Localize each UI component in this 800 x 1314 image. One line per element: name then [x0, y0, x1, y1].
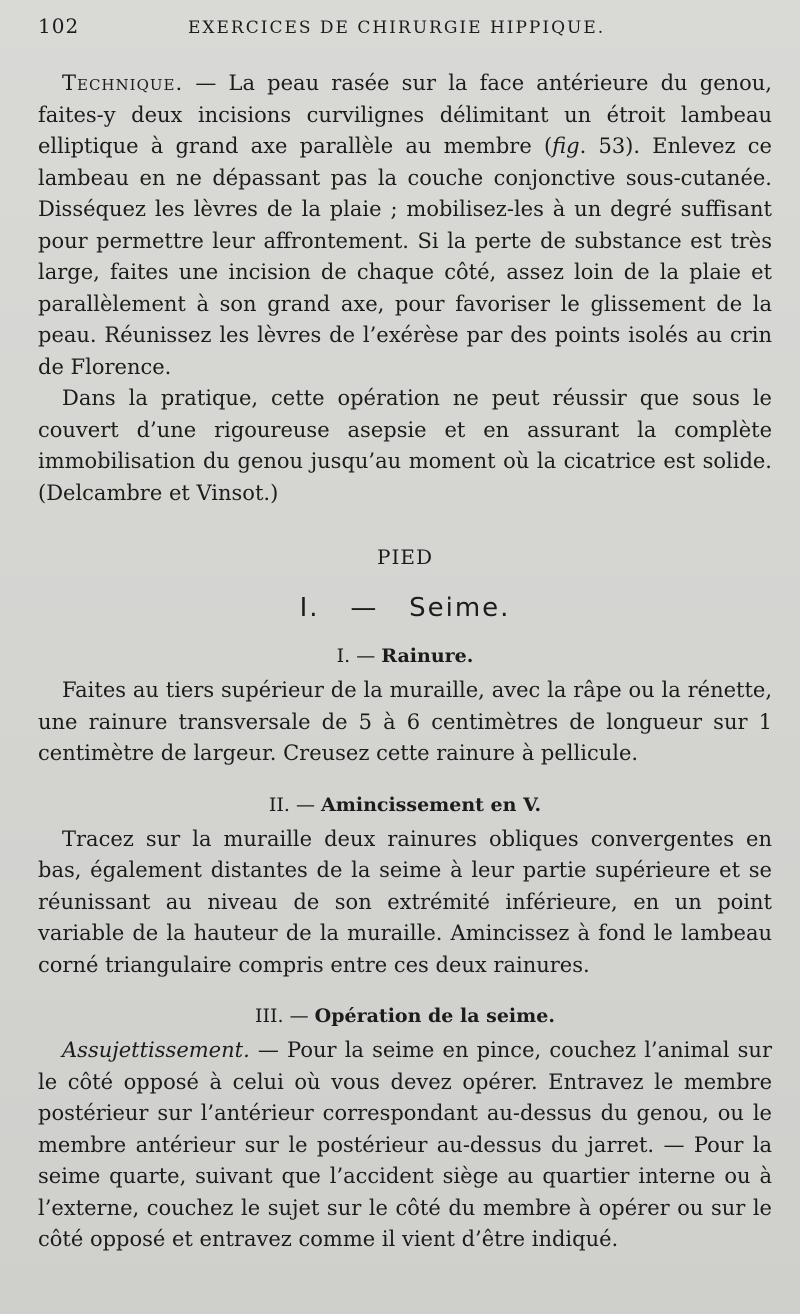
- section-title: PIED: [377, 545, 433, 569]
- subsection-title-1: [38, 645, 772, 675]
- subsection-title-3: [38, 1005, 772, 1035]
- subsection-name-3: Opération de la seime.: [314, 1005, 555, 1027]
- technique-text-2: . 53). Enlevez ce lambeau en ne dépassant pas la couche conjonctive sous-cutanée. Disséquez les lèvres de la plaie ; mobilisez-les à un degré suffisant pour permettre leur affrontement. Si la perte de substance est très large, faites une incision de chaque côté, assez loin de la plaie et parallèlement à son grand axe, pour favoriser le glissement de la peau. Réunissez les lèvres de l’exérèse par des points isolés au crin de Florence.: [38, 134, 772, 379]
- chapter-name: Seime.: [409, 593, 511, 623]
- practice-paragraph: Dans la pratique, cette opération ne peut réussir que sous le couvert d’une rigoureuse asepsie et en assurant la complète immobilisation du genou jusqu’au moment où la cicatrice est solide. (Delcambre et Vinsot.): [38, 386, 772, 505]
- rainure-paragraph: Faites au tiers supérieur de la muraille, avec la râpe ou la rénette, une rainure transversale de 5 à 6 centimètres de longueur sur 1 centimètre de largeur. Creusez cette rainure à pellicule.: [38, 678, 772, 765]
- technique-paragraph: [38, 68, 772, 383]
- subsection-number-2: II. —: [268, 793, 315, 816]
- assujettissement-text: — Pour la seime en pince, couchez l’animal sur le côté opposé à celui où vous devez opérer. Entravez le membre postérieur sur l’antérieur correspondant au-dessus du genou, ou le membre antérieur sur le postérieur au-dessus du jarret. — Pour la seime quarte, suivant que l’accident siège au quartier interne ou à l’externe, couchez le sujet sur le côté du membre à opérer ou sur le côté opposé et entravez comme il vient d’être indiqué.: [38, 1038, 772, 1251]
- technique-text: — La peau rasée sur la face antérieure du genou, faites-y deux incisions curvilignes délimitant un étroit lambeau elliptique à grand axe parallèle au membre (: [38, 71, 772, 158]
- chapter-dash: —: [350, 593, 379, 623]
- chapter-number: I.: [299, 593, 320, 623]
- assujettissement-lead: Assujettissement.: [62, 1038, 250, 1062]
- page-number: 102: [38, 14, 80, 38]
- chapter-title: [38, 593, 772, 637]
- running-title: EXERCICES DE CHIRURGIE HIPPIQUE.: [188, 18, 606, 38]
- subsection-number-1: I. —: [336, 645, 376, 667]
- figure-reference: fig: [552, 134, 580, 158]
- subsection-name-2: Amincissement en V.: [321, 793, 542, 816]
- technique-lead: Technique.: [62, 71, 184, 95]
- subsection-number-3: III. —: [255, 1005, 309, 1027]
- subsection-name-1: Rainure.: [381, 645, 474, 667]
- subsection-title-2: [38, 794, 772, 824]
- running-head: [38, 14, 772, 46]
- assujettissement-paragraph: [38, 1035, 772, 1256]
- amincissement-paragraph: Tracez sur la muraille deux rainures obliques convergentes en bas, également distantes de la seime à leur partie supérieure et se réunissant au niveau de son extrémité inférieure, en un point variable de la hauteur de la muraille. Amincissez à fond le lambeau corné triangulaire compris entre ces deux rainures.: [38, 826, 772, 977]
